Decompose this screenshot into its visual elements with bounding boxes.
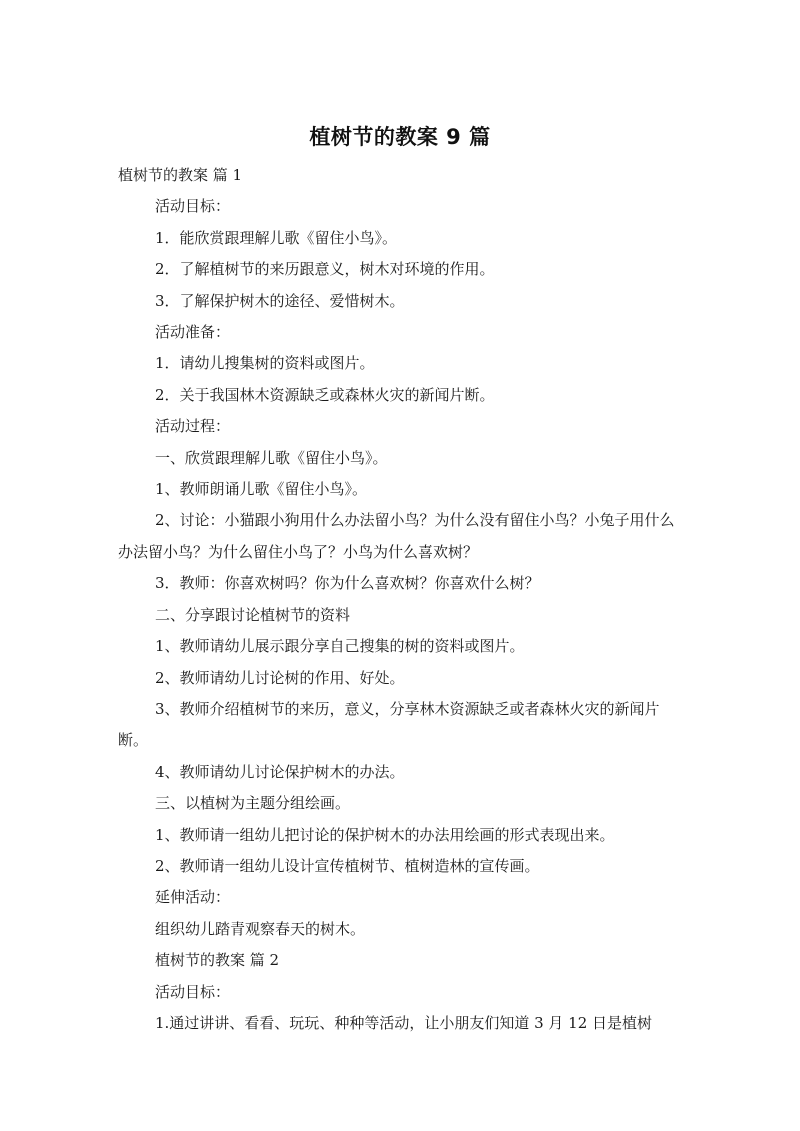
paragraph: 2、教师请一组幼儿设计宣传植树节、植树造林的宣传画。 [155,856,540,875]
paragraph: 4、教师请幼儿讨论保护树木的办法。 [155,762,405,781]
paragraph: 1.通过讲讲、看看、玩玩、种种等活动，让小朋友们知道 3 月 12 日是植树 [155,1013,653,1032]
paragraph: 2、讨论：小猫跟小狗用什么办法留小鸟？为什么没有留住小鸟？小兔子用什么办法留小鸟？为什么留住小鸟了？小鸟为什么喜欢树？ [118,511,675,561]
paragraph: 植树节的教案 篇 1 [118,166,243,184]
paragraph: 活动过程： [155,417,231,436]
paragraph: 活动目标： [155,982,231,1001]
paragraph: 1、教师请一组幼儿把讨论的保护树木的办法用绘画的形式表现出来。 [155,825,615,844]
paragraph: 组织幼儿踏青观察春天的树木。 [155,919,366,938]
paragraph: 活动目标： [155,197,231,216]
document-title: 植树节的教案 9 篇 [309,125,491,149]
paragraph: 植树节的教案 篇 2 [155,951,280,970]
paragraph: 1．请幼儿搜集树的资料或图片。 [155,354,375,373]
paragraph: 一、欣赏跟理解儿歌《留住小鸟》。 [155,448,388,467]
paragraph: 延伸活动： [155,888,231,907]
paragraph: 3、教师介绍植树节的来历，意义，分享林木资源缺乏或者森林火灾的新闻片断。 [118,699,660,750]
paragraph: 2．了解植树节的来历跟意义，树木对环境的作用。 [155,260,495,279]
paragraph: 2．关于我国林木资源缺乏或森林火灾的新闻片断。 [155,385,495,404]
paragraph: 1、教师朗诵儿歌《留住小鸟》。 [155,480,368,499]
paragraph: 3．了解保护树木的途径、爱惜树木。 [155,291,405,310]
paragraph: 1．能欣赏跟理解儿歌《留住小鸟》。 [155,228,398,247]
paragraph: 1、教师请幼儿展示跟分享自己搜集的树的资料或图片。 [155,637,525,656]
paragraph: 2、教师请幼儿讨论树的作用、好处。 [155,668,405,687]
paragraph: 二、分享跟讨论植树节的资料 [155,605,351,624]
paragraph: 活动准备： [155,323,231,342]
paragraph: 3．教师：你喜欢树吗？你为什么喜欢树？你喜欢什么树？ [155,574,540,593]
paragraph: 三、以植树为主题分组绘画。 [155,794,351,813]
document-body [118,160,684,1039]
